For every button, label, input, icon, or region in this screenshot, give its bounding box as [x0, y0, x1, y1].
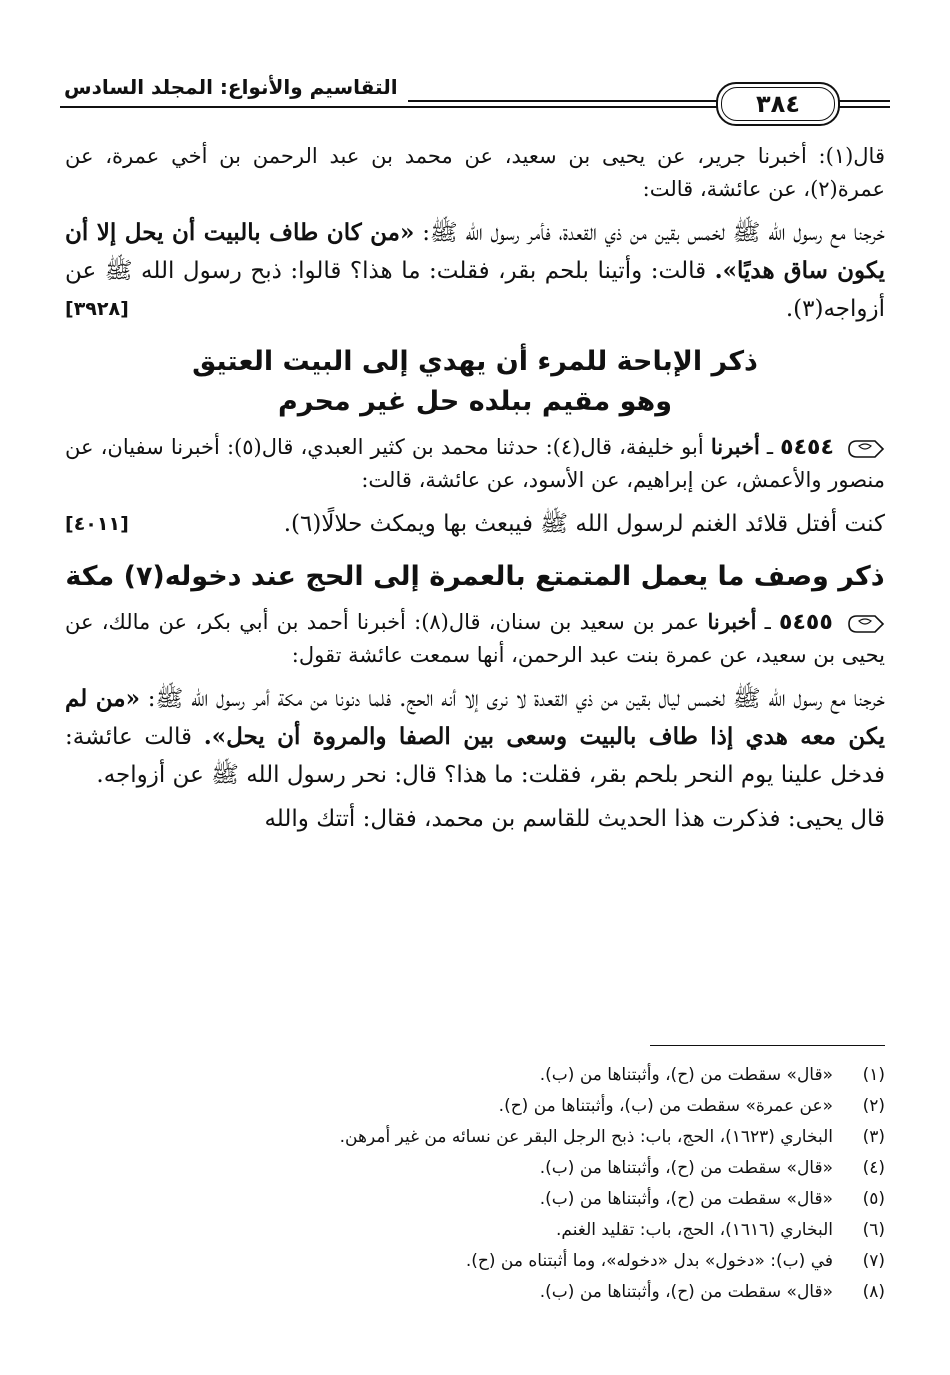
footnote-text: «قال» سقطت من (ح)، وأثبتناها من (ب).	[539, 1065, 833, 1085]
footnote-text: «عن عمرة» سقطت من (ب)، وأثبتناها من (ح).	[498, 1096, 833, 1116]
footnote-number: (٦)	[862, 1220, 885, 1240]
isnad-lead: أخبرنا	[707, 609, 757, 634]
isnad-paragraph: قال(١): أخبرنا جرير، عن يحيى بن سعيد، عن محمد بن عبد الرحمن بن أخي عمرة، عن عمرة(٢)، عن عائشة، قالت:	[65, 144, 885, 201]
footnote-text: البخاري (١٦٢٣)، الحج، باب: ذبح الرجل البقر عن نسائه من غير أمرهن.	[339, 1127, 833, 1147]
hadith-marker-icon	[845, 613, 885, 635]
footnote-text: «قال» سقطت من (ح)، وأثبتناها من (ب).	[539, 1189, 833, 1209]
footnote	[65, 1246, 885, 1277]
isnad-text: أبو خليفة، قال(٤): حدثنا محمد بن كثير العبدي، قال(٥): أخبرنا سفيان، عن منصور والأعمش، عن إبراهيم، عن الأسود، عن عائشة، قالت:	[65, 435, 885, 492]
running-title: التقاسيم والأنواع: المجلد السادس	[60, 72, 408, 102]
matn-paragraph	[65, 680, 885, 794]
main-text	[65, 140, 885, 844]
footnote-text: «قال» سقطت من (ح)، وأثبتناها من (ب).	[539, 1158, 833, 1178]
isnad-lead: أخبرنا	[710, 434, 760, 459]
hadith-number: ٥٤٥٥	[779, 610, 833, 635]
footnote	[65, 1277, 885, 1308]
matn-paragraph	[65, 505, 885, 543]
footnote-number: (٧)	[862, 1251, 885, 1271]
footnotes	[65, 1045, 885, 1308]
footnote-number: (٤)	[862, 1158, 885, 1178]
footnote	[65, 1184, 885, 1215]
footnote	[65, 1060, 885, 1091]
matn-text: قالت: وأتينا بلحم بقر، فقلت: ما هذا؟ قالوا: ذبح رسول الله ﷺ عن أزواجه(٣).	[65, 258, 885, 322]
matn-text: كنت أفتل قلائد الغنم لرسول الله ﷺ فيبعث بها ويمكث حلالًا(٦).	[283, 511, 885, 537]
footnote-number: (٨)	[862, 1282, 885, 1302]
hadith-number: ٥٤٥٤	[780, 435, 834, 460]
matn-paragraph: قال يحيى: فذكرت هذا الحديث للقاسم بن محمد، فقال: أتتك والله	[264, 806, 885, 832]
hadith-isnad: ٥٤٥٤ ـ أخبرنا أبو خليفة، قال(٤): حدثنا محمد بن كثير العبدي، قال(٥): أخبرنا سفيان، عن منصور والأعمش، عن إبراهيم، عن الأسود، عن عائشة، قالت:	[65, 430, 885, 497]
footnote-number: (١)	[862, 1065, 885, 1085]
footnote-text: «قال» سقطت من (ح)، وأثبتناها من (ب).	[539, 1282, 833, 1302]
matn-text: خرجنا مع رسول الله ﷺ لخمس بقين من ذي القعدة، فأمر رسول الله ﷺ:	[422, 220, 885, 246]
page-header	[60, 72, 890, 132]
prophetic-saying: «من لم يكن معه هدي إذا طاف بالبيت وسعى بين الصفا والمروة أن يحل».	[65, 685, 885, 750]
footnote-text: في (ب): «دخول» بدل «دخوله»، وما أثبتناه من (ح).	[465, 1251, 833, 1271]
footnote	[65, 1122, 885, 1153]
footnote-number: (٥)	[862, 1189, 885, 1209]
footnote	[65, 1153, 885, 1184]
matn-paragraph	[65, 214, 885, 328]
heading-line: ذكر الإباحة للمرء أن يهدي إلى البيت العتيق	[192, 346, 758, 377]
matn-text: قالت عائشة: فدخل علينا يوم النحر بلحم بقر، فقلت: ما هذا؟ قال: نحر رسول الله ﷺ عن أزواجه.	[65, 724, 885, 788]
footnote	[65, 1215, 885, 1246]
footnote-number: (٣)	[862, 1127, 885, 1147]
matn-text: خرجنا مع رسول الله ﷺ لخمس ليال بقين من ذي القعدة لا نرى إلا أنه الحج. فلما دنونا من مكة أمر رسول الله ﷺ:	[147, 686, 886, 712]
footnote-number: (٢)	[862, 1096, 885, 1116]
hadith-marker-icon	[845, 438, 885, 460]
hadith-reference: [٣٩٢٨]	[65, 298, 129, 320]
prophetic-saying: «من كان طاف بالبيت أن يحل إلا أن يكون ساق هديًا».	[65, 219, 885, 284]
heading-line: وهو مقيم ببلده حل غير محرم	[277, 386, 673, 417]
footnote-rule	[650, 1045, 885, 1046]
isnad-text: عمر بن سعيد بن سنان، قال(٨): أخبرنا أحمد بن أبي بكر، عن مالك، عن يحيى بن سعيد، عن عمرة بنت عبد الرحمن، أنها سمعت عائشة تقول:	[65, 610, 885, 667]
page-number: ٣٨٤	[716, 82, 840, 126]
chapter-heading: ذكر وصف ما يعمل المتمتع بالعمرة إلى الحج عند دخوله(٧) مكة	[65, 561, 885, 592]
hadith-reference: [٤٠١١]	[65, 513, 129, 535]
chapter-heading	[65, 342, 885, 422]
footnote	[65, 1091, 885, 1122]
hadith-isnad: ٥٤٥٥ ـ أخبرنا عمر بن سعيد بن سنان، قال(٨): أخبرنا أحمد بن أبي بكر، عن مالك، عن يحيى بن سعيد، عن عمرة بنت عبد الرحمن، أنها سمعت عائشة تقول:	[65, 605, 885, 672]
footnote-text: البخاري (١٦١٦)، الحج، باب: تقليد الغنم.	[556, 1220, 833, 1240]
